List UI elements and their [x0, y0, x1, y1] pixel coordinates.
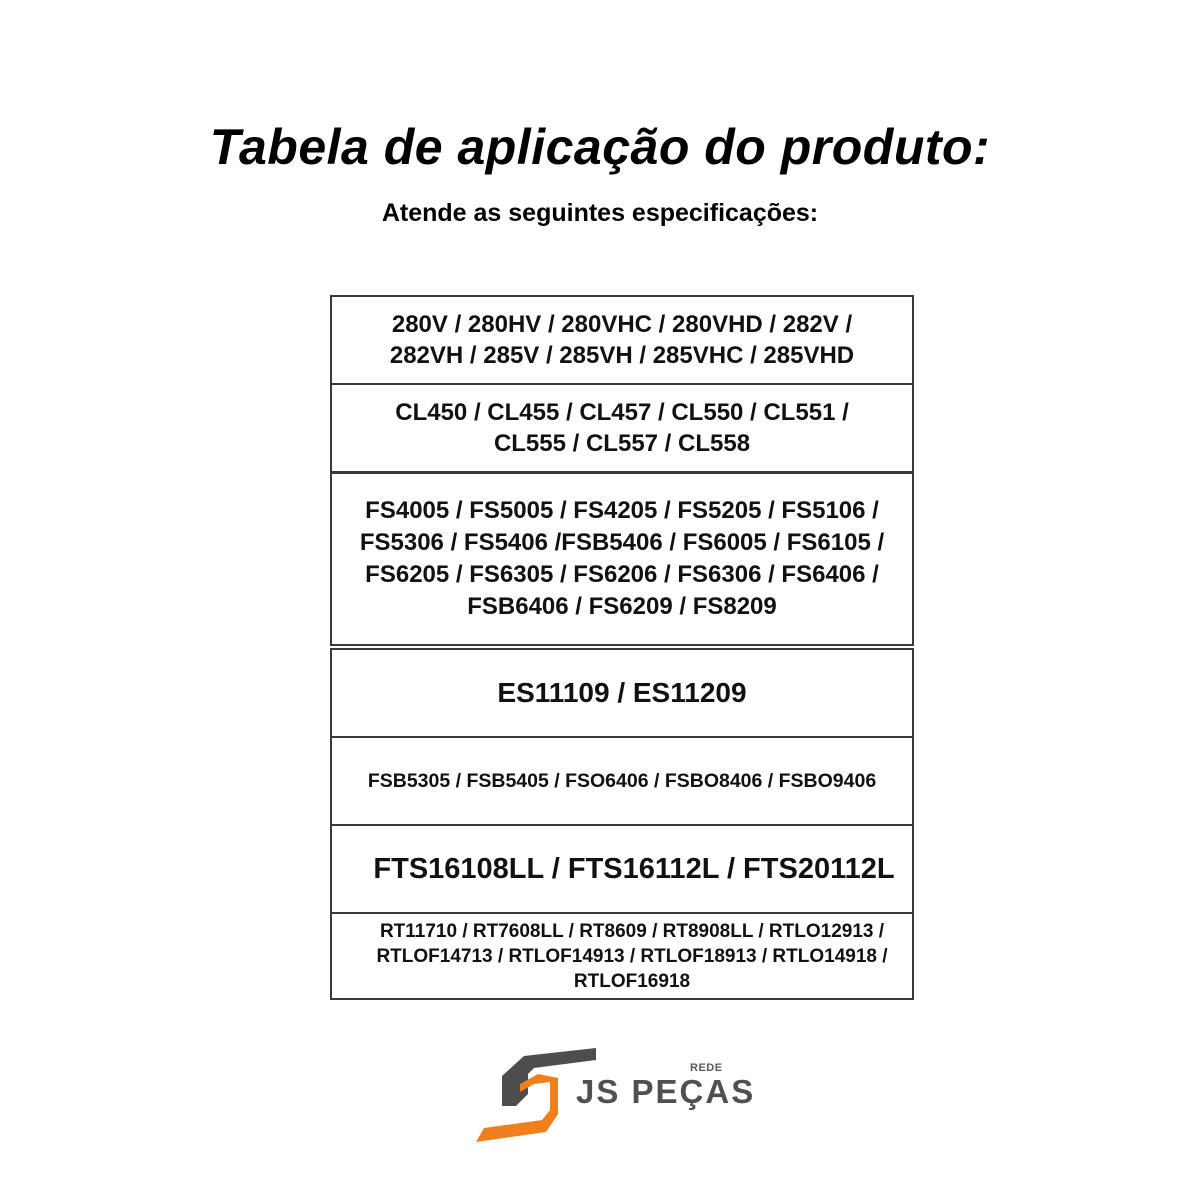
page-subtitle: Atende as seguintes especificações: [381, 199, 819, 227]
table-cell: 280V / 280HV / 280VHC / 280VHD / 282V / 282VH / 285V / 285VH / 285VHC / 285VHD [389, 311, 855, 369]
table-row [330, 472, 914, 646]
page-title: Tabela de aplicação do produto: [209, 119, 991, 175]
table-row [330, 295, 914, 385]
table-row [330, 912, 914, 1000]
table-cell: CL450 / CL455 / CL457 / CL550 / CL551 / CL555 / CL557 / CL558 [395, 399, 849, 457]
logo-wordmark: JS PEÇAS [576, 1073, 756, 1110]
table-cell: FS4005 / FS5005 / FS4205 / FS5205 / FS5106 / FS5306 / FS5406 /FSB5406 / FS6005 / FS6105 / FS6205 / FS6305 / FS6206 / FS6306 / FS6406 / FSB6406 / FS6209 / FS8209 [359, 497, 885, 620]
table-row [330, 383, 914, 473]
table-row [330, 648, 914, 738]
logo-tagline: REDE [690, 1062, 723, 1074]
table-cell: ES11109 / ES11209 [497, 677, 747, 708]
table-cell: FTS16108LL / FTS16112L / FTS20112L [373, 852, 895, 885]
table-row [330, 824, 914, 914]
table-cell: FSB5305 / FSB5405 / FSO6406 / FSBO8406 / FSBO9406 [367, 769, 877, 792]
table-row [330, 736, 914, 826]
table-cell: RT11710 / RT7608LL / RT8609 / RT8908LL / RTLO12913 / RTLOF14713 / RTLOF14913 / RTLOF18913 / RTLO14918 / RTLOF16918 [376, 920, 888, 992]
